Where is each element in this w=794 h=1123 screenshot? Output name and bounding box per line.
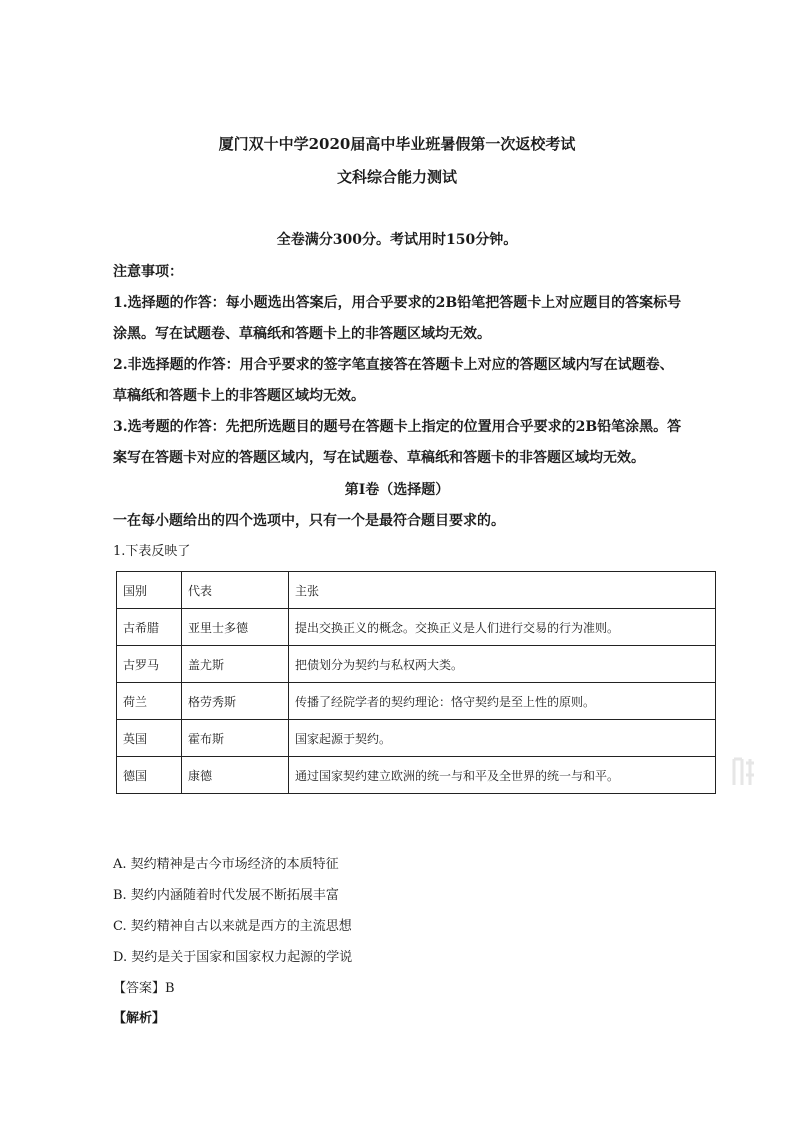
table-cell: 荷兰: [117, 683, 182, 720]
table-cell: 通过国家契约建立欧洲的统一与和平及全世界的统一与和平。: [289, 757, 716, 794]
exam-info: 全卷满分300分。考试用时150分钟。: [276, 232, 518, 248]
option-a: A. 契约精神是古今市场经济的本质特征: [113, 857, 339, 872]
table-cell: 传播了经院学者的契约理论：恪守契约是至上性的原则。: [289, 683, 716, 720]
table-cell: 格劳秀斯: [182, 683, 289, 720]
table-header-row: [117, 572, 716, 609]
option-c: C. 契约精神自古以来就是西方的主流思想: [113, 919, 352, 934]
table-row: [117, 646, 716, 683]
exam-title: 厦门双十中学2020届高中毕业班暑假第一次返校考试: [218, 135, 576, 153]
notice-line: 草稿纸和答题卡上的非答题区域均无效。: [113, 388, 365, 404]
notice-line: 2.非选择题的作答：用合乎要求的签字笔直接答在答题卡上对应的答题区域内写在试题卷、: [113, 357, 674, 373]
table-cell: 英国: [117, 720, 182, 757]
table-header-cell: 国别: [117, 572, 182, 609]
table-cell: 亚里士多德: [182, 609, 289, 646]
table-row: [117, 609, 716, 646]
table-cell: 古罗马: [117, 646, 182, 683]
table-row: [117, 683, 716, 720]
table-cell: 国家起源于契约。: [289, 720, 716, 757]
option-d: D. 契约是关于国家和国家权力起源的学说: [113, 950, 353, 965]
table-cell: 霍布斯: [182, 720, 289, 757]
table-cell: 古希腊: [117, 609, 182, 646]
notice-line: 1.选择题的作答：每小题选出答案后，用合乎要求的2B铅笔把答题卡上对应题目的答案标号: [113, 295, 682, 311]
section-description: 一在每小题给出的四个选项中，只有一个是最符合题目要求的。: [113, 513, 505, 529]
table-header-cell: 代表: [182, 572, 289, 609]
table-row: [117, 720, 716, 757]
table-cell: 提出交换正义的概念。交换正义是人们进行交易的行为准则。: [289, 609, 716, 646]
table-header-cell: 主张: [289, 572, 716, 609]
section-title: 第Ⅰ卷（选择题）: [344, 482, 450, 498]
table-cell: 把债划分为契约与私权两大类。: [289, 646, 716, 683]
question-stem: 1.下表反映了: [113, 544, 191, 559]
table-cell: 康德: [182, 757, 289, 794]
table-cell: 盖尤斯: [182, 646, 289, 683]
answer: 【答案】B: [113, 981, 175, 996]
explanation-heading: 【解析】: [113, 1011, 166, 1026]
notice-line: 案写在答题卡对应的答题区域内，写在试题卷、草稿纸和答题卡的非答题区域均无效。: [113, 450, 645, 466]
table-cell: 德国: [117, 757, 182, 794]
notice-heading: 注意事项：: [113, 264, 183, 280]
exam-subtitle: 文科综合能力测试: [336, 168, 457, 186]
watermark-fragment: [730, 755, 758, 789]
notice-line: 涂黑。写在试题卷、草稿纸和答题卡上的非答题区域均无效。: [113, 326, 491, 342]
notice-line: 3.选考题的作答：先把所选题目的题号在答题卡上指定的位置用合乎要求的2B铅笔涂黑。答: [113, 419, 682, 435]
contract-theory-table: [116, 571, 716, 794]
table-row: [117, 757, 716, 794]
option-b: B. 契约内涵随着时代发展不断拓展丰富: [113, 888, 339, 903]
